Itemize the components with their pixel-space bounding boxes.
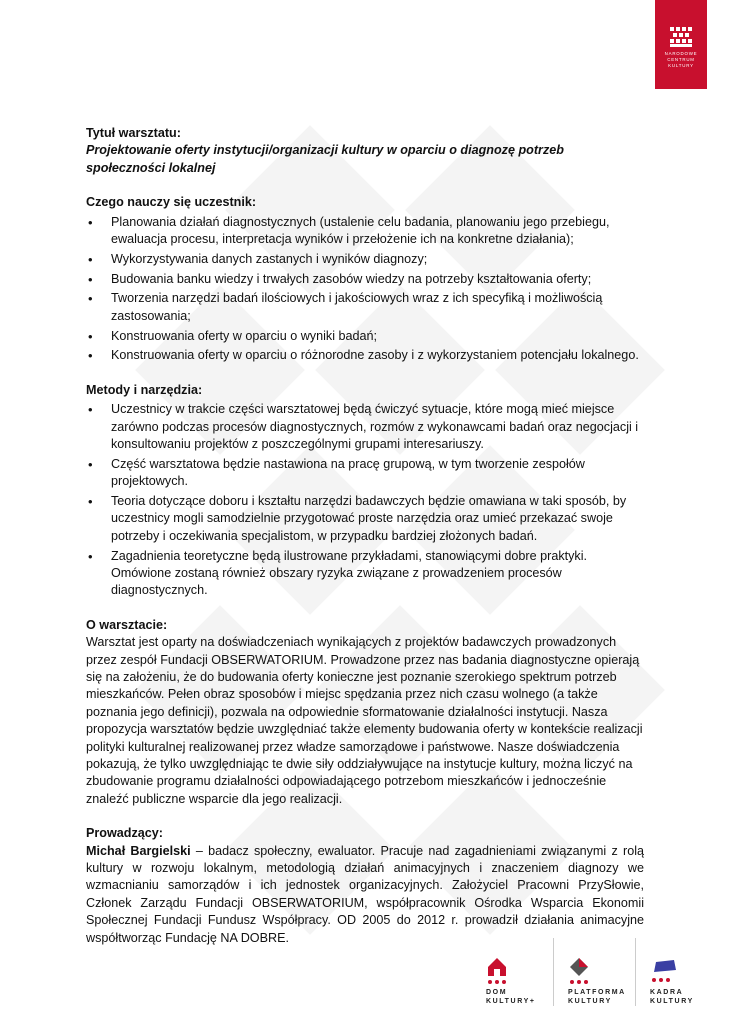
about-heading: O warsztacie: — [86, 617, 168, 632]
list-item: • Wykorzystywania danych zastanych i wyników diagnozy; — [86, 251, 644, 268]
trainer-heading: Prowadzący: — [86, 826, 163, 841]
document-body — [86, 125, 644, 947]
dom-kultury-logo: DOM KULTURY+ — [472, 938, 553, 1006]
list-item: • Planowania działań diagnostycznych (ustalenie celu badania, planowaniu jego przebiegu, ewaluacja procesu, interpretacja wyników i przełożenie ich na konkretne działania); — [86, 214, 644, 249]
methods-section — [86, 382, 644, 600]
house-icon — [486, 956, 510, 986]
parallelogram-icon — [650, 956, 678, 986]
methods-list — [86, 401, 644, 599]
list-item: • Tworzenia narzędzi badań ilościowych i jakościowych wraz z ich specyfiką i możliwością zastosowania; — [86, 290, 644, 325]
list-item: • Teoria dotyczące doboru i kształtu narzędzi badawczych będzie omawiana w taki sposób, by uczestnicy mogli samodzielnie przygotować proste narzędzia oraz umieć przekazać swoje potrzeby i oczekiwania specjalistom, w przypadku bardziej złożonych badań. — [86, 493, 644, 545]
learn-section — [86, 194, 644, 364]
list-item: • Budowania banku wiedzy i trwałych zasobów wiedzy na potrzeby kształtowania oferty; — [86, 271, 644, 288]
diamond-icon — [568, 956, 592, 986]
list-item: • Konstruowania oferty w oparciu o wyniki badań; — [86, 328, 644, 345]
trainer-bio: – badacz społeczny, ewaluator. Pracuje nad zagadnieniami związanymi z rolą kultury w rozwoju lokalnym, metodologią działań animacyjnych i znaczeniem diagnozy we wzmacnianiu samorządów i ich jednostek organizacyjnych. Założyciel Pracowni PrzySłowie, Członek Zarządu Fundacji OBSERWATORIUM, współpracownik Ośrodka Wsparcia Ekonomii Społecznej Fundacji Fundusz Współpracy. OD 2005 do 2012 r. prowadził działania animacyjne współtworząc Fundację NA DOBRE. — [86, 843, 644, 945]
trainer-name: Michał Bargielski — [86, 843, 191, 858]
title-section — [86, 125, 644, 177]
learn-list — [86, 214, 644, 365]
trainer-bio-paragraph — [86, 843, 644, 947]
learn-heading: Czego nauczy się uczestnik: — [86, 195, 257, 210]
list-item: • Uczestnicy w trakcie części warsztatowej będą ćwiczyć sytuacje, które mogą mieć miejsce zarówno podczas procesów diagnostycznych, rozmów z wykonawcami badań oraz negocjacji i konsultowaniu projektów z poszczególnymi grupami interesariuszy. — [86, 401, 644, 453]
list-item: • Konstruowania oferty w oparciu o różnorodne zasoby i z wykorzystaniem potencjału lokalnego. — [86, 347, 644, 364]
list-item: • Część warsztatowa będzie nastawiona na pracę grupową, w tym tworzenie zespołów projektowych. — [86, 456, 644, 491]
kadra-kultury-logo: KADRA KULTURY — [635, 938, 717, 1006]
list-item: • Zagadnienia teoretyczne będą ilustrowane przykładami, stanowiącymi dobre praktyki. Omówione zostaną również obszary ryzyka związane z prowadzeniem procesów diagnostycznych. — [86, 548, 644, 600]
about-section — [86, 617, 644, 808]
title-heading: Tytuł warsztatu: — [86, 126, 181, 140]
trainer-section — [86, 825, 644, 947]
about-text: Warsztat jest oparty na doświadczeniach wynikających z projektów badawczych prowadzonych przez zespół Fundacji OBSERWATORIUM. Prowadzone przez nas badania diagnostyczne opierają się na założeniu, że do budowania oferty konieczne jest poznanie szerokiego spektrum potrzeb mieszkańców. Pełen obraz sposobów i miejsc spędzania przez nich czasu wolnego (a także poznania jego definicji), pozwala na odpowiednie sformatowanie działalności instytucji. Nasza propozycja warsztatów będzie uwzględniać także elementy budowania oferty w kontekście realizacji polityki kulturalnej realizowanej przez władze samorządowe i państwowe. Nasze doświadczenia pokazują, że tylko uwzględniając te dwie siły oddziaływujące na instytucje kultury, można liczyć na zbudowanie programu działalności odpowiadającego potrzebom mieszkańców i jednocześnie znaleźć publiczne wsparcie dla jego realizacji. — [86, 635, 643, 806]
platforma-kultury-logo: PLATFORMA KULTURY — [553, 938, 635, 1006]
nck-logo-text: NARODOWE CENTRUM KULTURY — [664, 51, 698, 68]
nck-logo — [655, 0, 707, 89]
workshop-title: Projektowanie oferty instytucji/organizacji kultury w oparciu o diagnozę potrzeb społeczności lokalnej — [86, 143, 564, 175]
footer-logos — [472, 938, 717, 1006]
crown-icon — [670, 27, 692, 47]
methods-heading: Metody i narzędzia: — [86, 382, 203, 397]
